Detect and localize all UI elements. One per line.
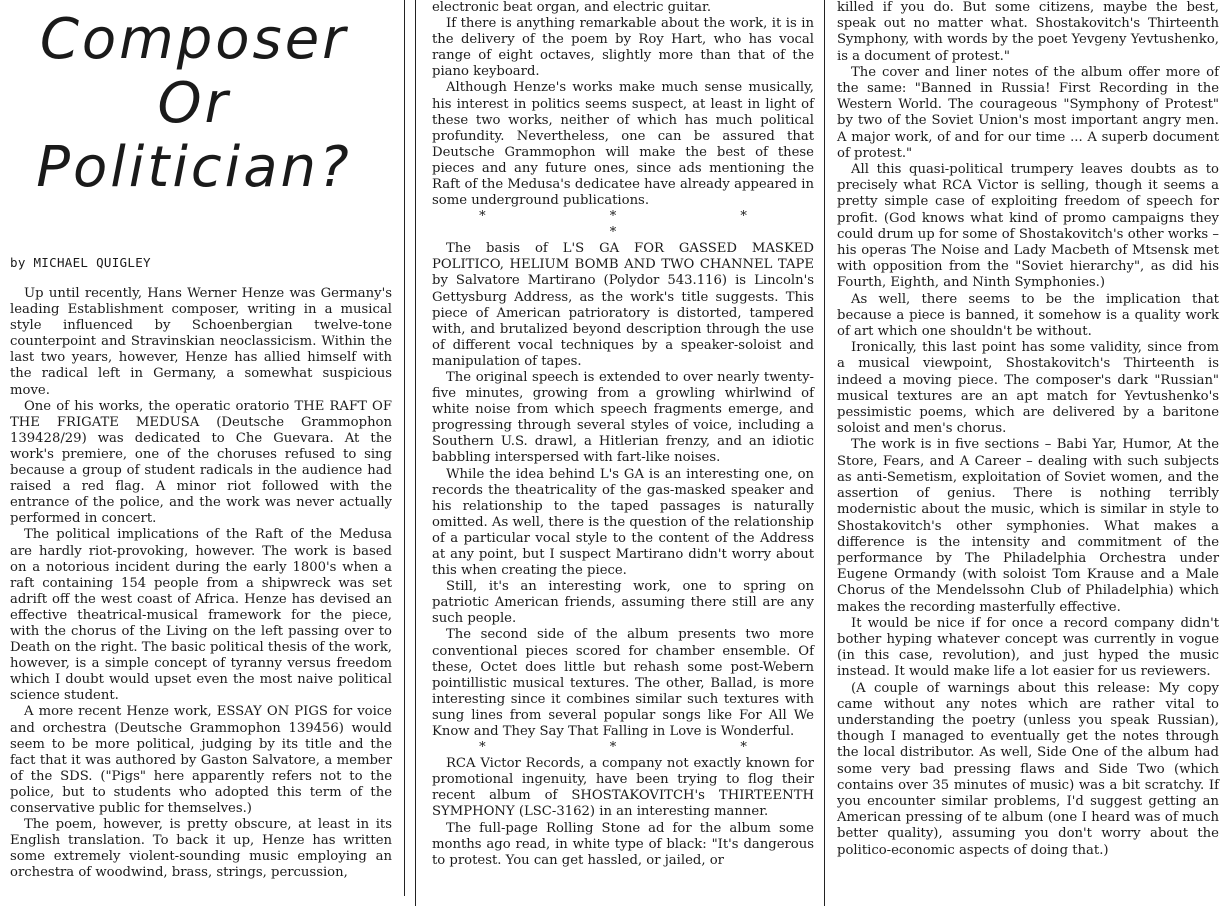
paragraph: RCA Victor Records, a company not exactly known for promotional ingenuity, have been trying to flog their recent album of SHOSTAKOVITCH's THIRTEENTH SYMPHONY (LSC-3162) in an interesting manner. [432, 756, 814, 820]
paragraph: While the idea behind L's GA is an interesting one, on records the theatricality of the gas-masked speaker and his relationship to the taped passages is naturally omitted. As well, there is the question of the relationship of a particular vocal style to the content of the Address at any point, but I suspect Martirano didn't worry about this when creating the piece. [432, 466, 814, 579]
paragraph: Still, it's an interesting work, one to spring on patriotic American friends, assuming there still are any such people. [432, 579, 814, 627]
paragraph: One of his works, the operatic oratorio THE RAFT OF THE FRIGATE MEDUSA (Deutsche Grammophon 139428/29) was dedicated to Che Guevara. At the work's premiere, one of the choruses refused to sing because a group of student radicals in the audience had raised a red flag. A minor riot followed with the entrance of the police, and the work was never actually performed in concert. [10, 398, 392, 527]
headline-line-2: Or [157, 71, 231, 136]
paragraph: The second side of the album presents two more conventional pieces scored for chamber ensemble. Of these, Octet does little but rehash some post-Webern pointillistic musical textures. The other, Ballad, is more interesting since it combines similar such textures with sung lines from several popular songs like For All We Know and They Say That Falling in Love is Wonderful. [432, 627, 814, 740]
paragraph: electronic beat organ, and electric guitar. [432, 0, 712, 15]
paragraph: The poem, however, is pretty obscure, at least in its English translation. To back it up, Henze has written some extremely violent-sounding music employing an orchestra of woodwind, brass, strings, percussion, [10, 817, 392, 881]
column-2 [415, 0, 825, 906]
paragraph: The cover and liner notes of the album offer more of the same: "Banned in Russia! First Recording in the Western World. The courageous "Symphony of Protest" by two of the Soviet Union's most important angry men. A major work, of and for our time ... A superb document of protest." [837, 64, 1219, 161]
paragraph: Although Henze's works make much sense musically, his interest in politics seems suspect, at least in light of these two works, neither of which has much political profundity. Nevertheless, one can be assured that Deutsche Grammophon will make the best of these pieces and any future ones, since ads mentioning the Raft of the Medusa's dedicatee have already appeared in some underground publications. [432, 80, 814, 209]
headline-line-1: Composer [39, 7, 349, 72]
paragraph: killed if you do. But some citizens, maybe the best, speak out no matter what. Shostakovitch's Thirteenth Symphony, with words by the poet Yevgeny Yevtushenko, is a document of protest." [837, 0, 1219, 64]
section-divider: * * * * [479, 209, 807, 241]
byline: by MICHAEL QUIGLEY [10, 255, 151, 270]
paragraph: All this quasi-political trumpery leaves doubts as to precisely what RCA Victor is selling, though it seems a pretty simple case of exploiting freedom of speech for profit. (God knows what kind of promo campaigns they could drum up for some of Shostakovitch's other works – his operas The Noise and Lady Macbeth of Mtsensk met with opposition from the "Soviet hierarchy", as did his Fourth, Eighth, and Ninth Symphonies.) [837, 162, 1219, 291]
paragraph: The work is in five sections – Babi Yar, Humor, At the Store, Fears, and A Career – dealing with such subjects as anti-Semetism, exploitation of Soviet women, and the assertion of genius. There is nothing terribly modernistic about the music, which is similar in style to Shostakovitch's other symphonies. What makes a difference is the intensity and commitment of the performance by The Philadelphia Orchestra under Eugene Ormandy (with soloist Tom Krause and a Male Chorus of the Mendelssohn Club of Philadelphia) which makes the recording masterfully effective. [837, 437, 1219, 615]
column-3 [833, 0, 1225, 906]
paragraph: The original speech is extended to over nearly twenty-five minutes, growing from a growling whirlwind of white noise from which speech fragments emerge, and progressing through several styles of voice, including a Southern U.S. drawl, a Hitlerian frenzy, and an idiotic babbling interspersed with fart-like noises. [432, 369, 814, 466]
paragraph: As well, there seems to be the implication that because a piece is banned, it somehow is a quality work of art which one shouldn't be without. [837, 291, 1219, 340]
paragraph: The basis of L'S GA FOR GASSED MASKED POLITICO, HELIUM BOMB AND TWO CHANNEL TAPE by Salvatore Martirano (Polydor 543.116) is Lincoln's Gettysburg Address, as the work's title suggests. This piece of American patrioratory is distorted, tampered with, and brutalized beyond description through the use of different vocal techniques by a speaker-soloist and manipulation of tapes. [432, 241, 814, 369]
paragraph: If there is anything remarkable about the work, it is in the delivery of the poem by Roy Hart, who has vocal range of eight octaves, slightly more than that of the piano keyboard. [432, 16, 814, 80]
column-1 [0, 0, 405, 896]
paragraph: Ironically, this last point has some validity, since from a musical viewpoint, Shostakovitch's Thirteenth is indeed a moving piece. The composer's dark "Russian" musical textures are an apt match for Yevtushenko's pessimistic poems, which are delivered by a baritone soloist and men's chorus. [837, 340, 1219, 437]
section-divider: * * * [479, 740, 807, 756]
paragraph: The full-page Rolling Stone ad for the album some months ago read, in white type of black: "It's dangerous to protest. You can get hassled, or jailed, or [432, 820, 814, 868]
headline-line-3: Politician? [36, 135, 352, 200]
paragraph: (A couple of warnings about this release: My copy came without any notes which are rather vital to understanding the poetry (unless you speak Russian), though I managed to eventually get the notes through the local distributor. As well, Side One of the album had some very bad pressing flaws and Side Two (which contains over 35 minutes of music) was a bit scratchy. If you encounter similar problems, I'd suggest getting an American pressing of te album (one I heard was of much better quality), assuming you don't worry about the politico-economic aspects of doing that.) [837, 680, 1219, 858]
paragraph: A more recent Henze work, ESSAY ON PIGS for voice and orchestra (Deutsche Grammophon 139456) would seem to be more political, judging by its title and the fact that it was authored by Gaston Salvatore, a member of the SDS. ("Pigs" here apparently refers not to the police, but to students who adopted this term of the conservative public for themselves.) [10, 704, 392, 816]
paragraph: Up until recently, Hans Werner Henze was Germany's leading Establishment composer, writing in a musical style influenced by Schoenbergian twelve-tone counterpoint and Stravinskian neoclassicism. Within the last two years, however, Henze has allied himself with the radical left in Germany, a somewhat suspicious move. [10, 286, 392, 398]
headline [10, 8, 392, 200]
paragraph: It would be nice if for once a record company didn't bother hyping whatever concept was currently in vogue (in this case, revolution), and just hyped the music instead. It would make life a lot easier for us reviewers. [837, 615, 1219, 680]
paragraph: The political implications of the Raft of the Medusa are hardly riot-provoking, however. The work is based on a notorious incident during the early 1800's when a raft containing 154 people from a shipwreck was set adrift off the west coast of Africa. Henze has devised an effective theatrical-musical framework for the piece, with the chorus of the Living on the left passing over to Death on the right. The basic political thesis of the work, however, is a simple concept of tyranny versus freedom which I doubt would upset even the most naive political science student. [10, 527, 392, 704]
